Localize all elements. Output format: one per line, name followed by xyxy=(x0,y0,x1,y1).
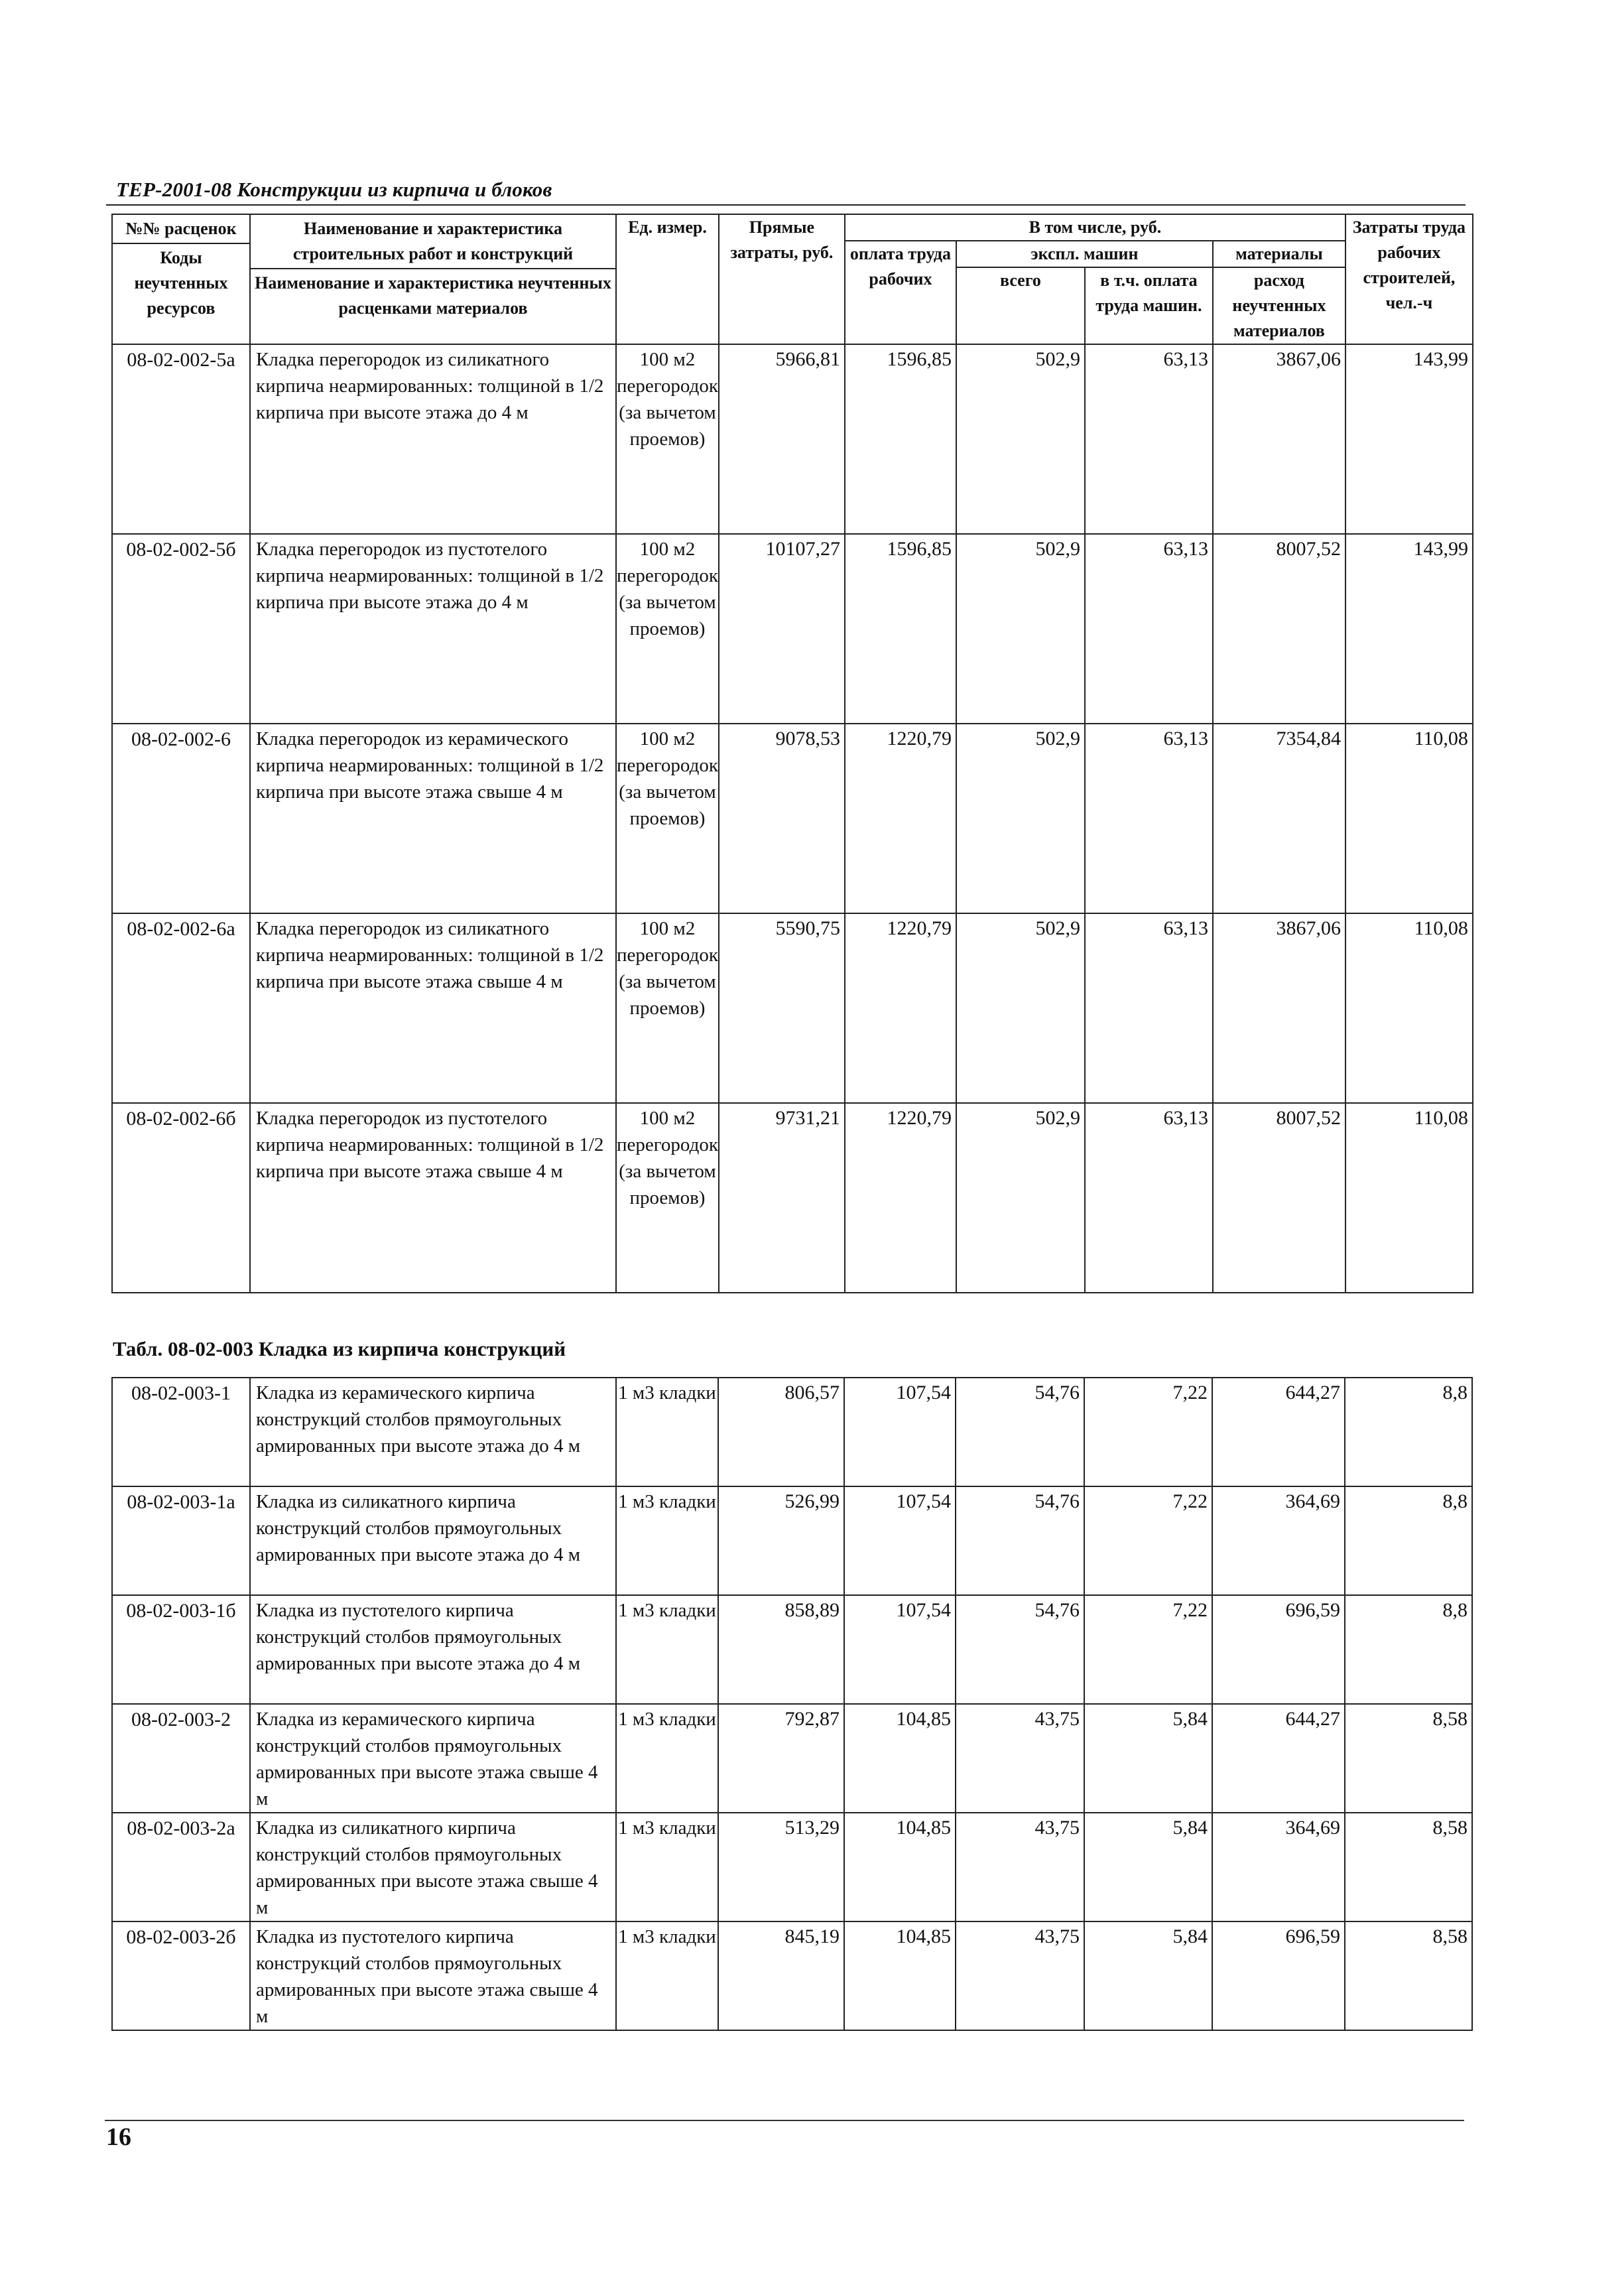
direct-costs: 5590,75 xyxy=(719,913,845,1103)
direct-costs: 806,57 xyxy=(718,1378,844,1486)
header-direct-costs: Прямые затраты, руб. xyxy=(719,214,845,344)
labor-pay: 1220,79 xyxy=(845,1103,956,1293)
machine-labor: 63,13 xyxy=(1085,724,1213,913)
table-row xyxy=(112,724,1473,913)
rate-unit: 1 м3 кладки xyxy=(616,1378,718,1486)
labor-hours: 8,58 xyxy=(1345,1813,1472,1921)
rate-code: 08-02-002-6б xyxy=(112,1103,250,1293)
header-rule xyxy=(106,204,1466,206)
rate-description: Кладка перегородок из пустотелого кирпича неармированных: толщиной в 1/2 кирпича при высоте этажа до 4 м xyxy=(250,534,616,724)
rates-table-2 xyxy=(111,1377,1473,2031)
labor-hours: 8,58 xyxy=(1345,1921,1472,2030)
rate-unit: 1 м3 кладки xyxy=(616,1921,718,2030)
rate-unit: 100 м2 перегородок (за вычетом проемов) xyxy=(616,913,719,1103)
materials: 696,59 xyxy=(1212,1595,1345,1704)
rate-description: Кладка перегородок из пустотелого кирпича неармированных: толщиной в 1/2 кирпича при высоте этажа свыше 4 м xyxy=(250,1103,616,1293)
labor-pay: 104,85 xyxy=(844,1704,956,1813)
direct-costs: 845,19 xyxy=(718,1921,844,2030)
machines-total: 502,9 xyxy=(956,344,1085,534)
rate-description: Кладка перегородок из силикатного кирпича неармированных: толщиной в 1/2 кирпича при высоте этажа до 4 м xyxy=(250,344,616,534)
materials: 8007,52 xyxy=(1213,534,1345,724)
rate-code: 08-02-003-2а xyxy=(112,1813,250,1921)
machines-total: 54,76 xyxy=(956,1595,1084,1704)
machines-total: 43,75 xyxy=(956,1921,1084,2030)
machines-total: 502,9 xyxy=(956,1103,1085,1293)
labor-hours: 143,99 xyxy=(1345,534,1473,724)
labor-pay: 107,54 xyxy=(844,1378,956,1486)
direct-costs: 9078,53 xyxy=(719,724,845,913)
table-row xyxy=(112,1595,1472,1704)
header-group-including: В том числе, руб. xyxy=(845,214,1345,241)
materials: 3867,06 xyxy=(1213,913,1345,1103)
machine-labor: 63,13 xyxy=(1085,534,1213,724)
direct-costs: 526,99 xyxy=(718,1486,844,1595)
direct-costs: 792,87 xyxy=(718,1704,844,1813)
table-row xyxy=(112,1378,1472,1486)
header-col1-bottom: Коды неучтенных ресурсов xyxy=(134,248,228,318)
rate-description: Кладка из пустотелого кирпича конструкций столбов прямоугольных армированных при высоте этажа до 4 м xyxy=(250,1595,616,1704)
machines-total: 54,76 xyxy=(956,1486,1084,1595)
header-col2-bottom: Наименование и характеристика неучтенных расценками материалов xyxy=(255,273,611,318)
machine-labor: 7,22 xyxy=(1084,1486,1212,1595)
rate-unit: 100 м2 перегородок (за вычетом проемов) xyxy=(616,534,719,724)
machine-labor: 63,13 xyxy=(1085,344,1213,534)
machines-total: 502,9 xyxy=(956,534,1085,724)
labor-pay: 104,85 xyxy=(844,1813,956,1921)
rate-description: Кладка перегородок из силикатного кирпича неармированных: толщиной в 1/2 кирпича при высоте этажа свыше 4 м xyxy=(250,913,616,1103)
rate-unit: 1 м3 кладки xyxy=(616,1704,718,1813)
labor-hours: 8,58 xyxy=(1345,1704,1472,1813)
page-number: 16 xyxy=(106,2123,131,2151)
table-2-title: Табл. 08-02-003 Кладка из кирпича конструкций xyxy=(113,1337,566,1360)
materials: 696,59 xyxy=(1212,1921,1345,2030)
rate-unit: 1 м3 кладки xyxy=(616,1595,718,1704)
materials: 364,69 xyxy=(1212,1486,1345,1595)
rate-description: Кладка из силикатного кирпича конструкций столбов прямоугольных армированных при высоте этажа свыше 4 м xyxy=(250,1813,616,1921)
rate-code: 08-02-003-2 xyxy=(112,1704,250,1813)
table-row xyxy=(112,1921,1472,2030)
header-description xyxy=(250,214,616,344)
table-row xyxy=(112,344,1473,534)
header-labor-hours: Затраты труда рабочих строителей, чел.-ч xyxy=(1345,214,1473,344)
rate-description: Кладка перегородок из керамического кирпича неармированных: толщиной в 1/2 кирпича при высоте этажа свыше 4 м xyxy=(250,724,616,913)
rate-code: 08-02-002-6а xyxy=(112,913,250,1103)
rate-description: Кладка из пустотелого кирпича конструкций столбов прямоугольных армированных при высоте этажа свыше 4 м xyxy=(250,1921,616,2030)
header-materials: материалы xyxy=(1213,241,1345,267)
labor-pay: 1220,79 xyxy=(845,724,956,913)
rate-unit: 100 м2 перегородок (за вычетом проемов) xyxy=(616,1103,719,1293)
machines-total: 502,9 xyxy=(956,913,1085,1103)
materials: 7354,84 xyxy=(1213,724,1345,913)
labor-hours: 110,08 xyxy=(1345,724,1473,913)
header-unaccounted-materials: расход неучтенных материалов xyxy=(1213,267,1345,344)
machines-total: 43,75 xyxy=(956,1704,1084,1813)
page-header: ТЕР-2001-08 Конструкции из кирпича и блоков xyxy=(116,178,552,201)
rates-table-1 xyxy=(111,214,1473,1293)
table-row xyxy=(112,1486,1472,1595)
rate-description: Кладка из керамического кирпича конструкций столбов прямоугольных армированных при высоте этажа свыше 4 м xyxy=(250,1704,616,1813)
labor-hours: 110,08 xyxy=(1345,1103,1473,1293)
machine-labor: 63,13 xyxy=(1085,1103,1213,1293)
labor-pay: 107,54 xyxy=(844,1595,956,1704)
materials: 364,69 xyxy=(1212,1813,1345,1921)
rate-description: Кладка из силикатного кирпича конструкций столбов прямоугольных армированных при высоте этажа до 4 м xyxy=(250,1486,616,1595)
rate-code: 08-02-003-1б xyxy=(112,1595,250,1704)
direct-costs: 9731,21 xyxy=(719,1103,845,1293)
rate-unit: 100 м2 перегородок (за вычетом проемов) xyxy=(616,344,719,534)
labor-pay: 1596,85 xyxy=(845,344,956,534)
header-machines: экспл. машин xyxy=(956,241,1213,267)
header-codes xyxy=(112,214,250,344)
labor-pay: 1596,85 xyxy=(845,534,956,724)
labor-hours: 143,99 xyxy=(1345,344,1473,534)
machine-labor: 63,13 xyxy=(1085,913,1213,1103)
labor-hours: 8,8 xyxy=(1345,1486,1472,1595)
labor-pay: 1220,79 xyxy=(845,913,956,1103)
direct-costs: 5966,81 xyxy=(719,344,845,534)
labor-pay: 104,85 xyxy=(844,1921,956,2030)
direct-costs: 513,29 xyxy=(718,1813,844,1921)
table-row xyxy=(112,1704,1472,1813)
labor-hours: 8,8 xyxy=(1345,1378,1472,1486)
table-row xyxy=(112,1813,1472,1921)
rate-code: 08-02-003-2б xyxy=(112,1921,250,2030)
labor-pay: 107,54 xyxy=(844,1486,956,1595)
machines-total: 43,75 xyxy=(956,1813,1084,1921)
rate-code: 08-02-003-1 xyxy=(112,1378,250,1486)
machines-total: 54,76 xyxy=(956,1378,1084,1486)
machine-labor: 5,84 xyxy=(1084,1813,1212,1921)
header-labor-pay: оплата труда рабочих xyxy=(845,241,956,344)
materials: 3867,06 xyxy=(1213,344,1345,534)
rate-code: 08-02-002-5б xyxy=(112,534,250,724)
footer-rule xyxy=(105,2120,1464,2121)
header-machines-total: всего xyxy=(956,267,1085,344)
header-unit: Ед. измер. xyxy=(616,214,719,344)
rate-description: Кладка из керамического кирпича конструкций столбов прямоугольных армированных при высоте этажа до 4 м xyxy=(250,1378,616,1486)
direct-costs: 10107,27 xyxy=(719,534,845,724)
header-machine-labor: в т.ч. оплата труда машин. xyxy=(1085,267,1213,344)
rate-code: 08-02-002-6 xyxy=(112,724,250,913)
header-col2-top: Наименование и характеристика строительных работ и конструкций xyxy=(251,215,615,269)
labor-hours: 110,08 xyxy=(1345,913,1473,1103)
table-row xyxy=(112,913,1473,1103)
direct-costs: 858,89 xyxy=(718,1595,844,1704)
materials: 8007,52 xyxy=(1213,1103,1345,1293)
rate-unit: 1 м3 кладки xyxy=(616,1813,718,1921)
rate-unit: 1 м3 кладки xyxy=(616,1486,718,1595)
machines-total: 502,9 xyxy=(956,724,1085,913)
table-row xyxy=(112,534,1473,724)
rate-code: 08-02-003-1а xyxy=(112,1486,250,1595)
rate-unit: 100 м2 перегородок (за вычетом проемов) xyxy=(616,724,719,913)
table-row xyxy=(112,1103,1473,1293)
labor-hours: 8,8 xyxy=(1345,1595,1472,1704)
machine-labor: 7,22 xyxy=(1084,1378,1212,1486)
materials: 644,27 xyxy=(1212,1704,1345,1813)
materials: 644,27 xyxy=(1212,1378,1345,1486)
machine-labor: 7,22 xyxy=(1084,1595,1212,1704)
machine-labor: 5,84 xyxy=(1084,1921,1212,2030)
machine-labor: 5,84 xyxy=(1084,1704,1212,1813)
rate-code: 08-02-002-5а xyxy=(112,344,250,534)
header-col1-top: №№ расценок xyxy=(113,215,249,244)
